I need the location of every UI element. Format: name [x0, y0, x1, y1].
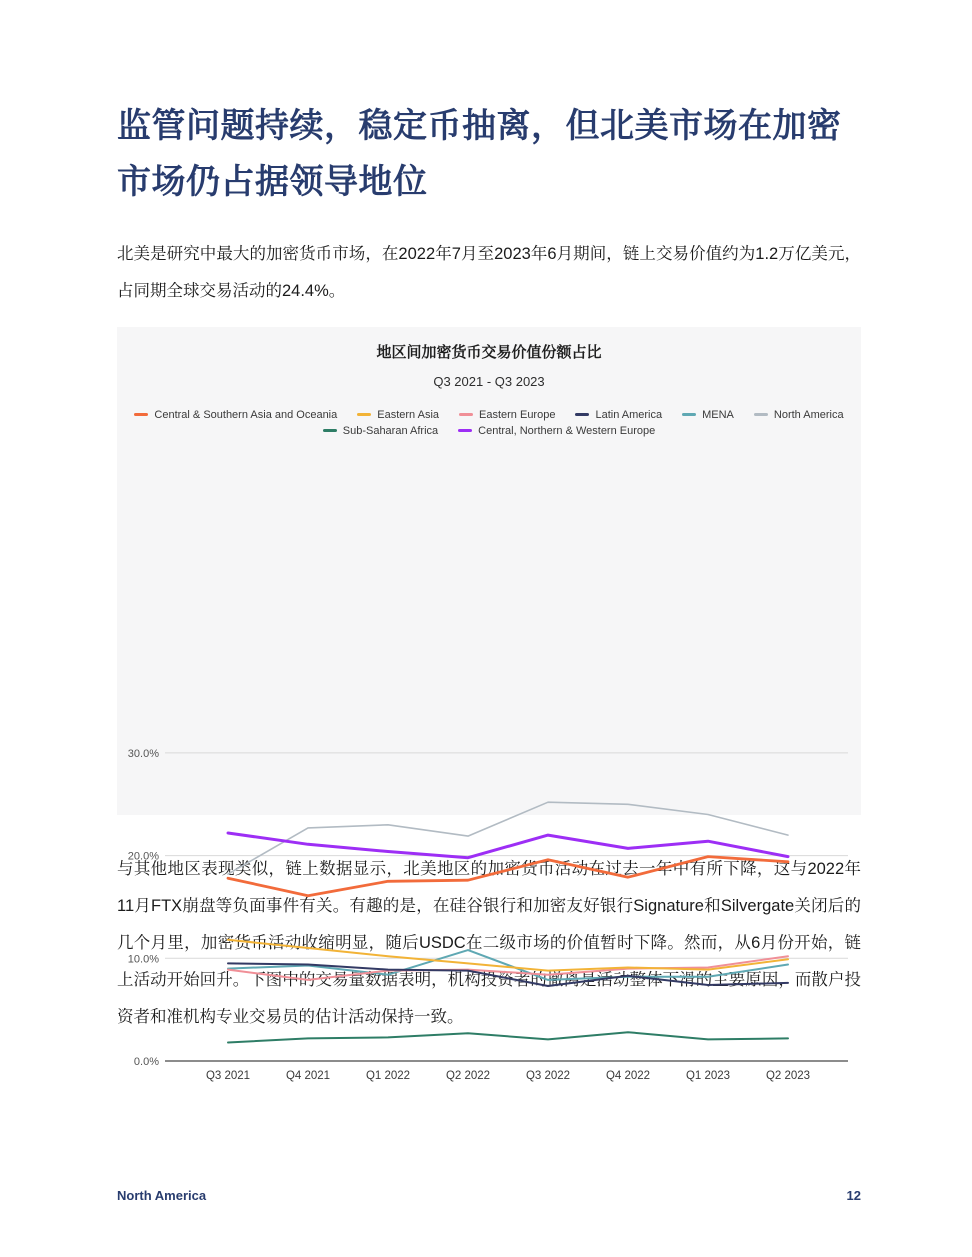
legend-swatch-icon [754, 413, 768, 416]
footer-page-number: 12 [846, 1188, 861, 1203]
y-tick-label: 10.0% [127, 952, 159, 965]
y-tick-label: 0.0% [133, 1055, 159, 1068]
legend-item [754, 409, 844, 421]
x-tick-label: Q2 2022 [445, 1069, 491, 1082]
x-tick-label: Q2 2023 [765, 1069, 811, 1082]
series-line [228, 856, 788, 895]
legend-row [134, 409, 843, 421]
legend-row [323, 425, 656, 437]
x-tick-label: Q3 2021 [205, 1069, 251, 1082]
chart-title: 地区间加密货币交易价值份额占比 [376, 343, 602, 361]
legend-swatch-icon [458, 429, 472, 432]
x-tick-label: Q1 2022 [365, 1069, 411, 1082]
legend-item [682, 409, 734, 421]
page-content [117, 0, 861, 1082]
legend-swatch-icon [357, 413, 371, 416]
legend-item [323, 425, 438, 437]
x-tick-label: Q1 2023 [685, 1069, 731, 1082]
intro-paragraph: 北美是研究中最大的加密货币市场，在2022年7月至2023年6月期间，链上交易价值约为1.2万亿美元，占同期全球交易活动的24.4%。 [117, 245, 861, 300]
legend-item [459, 409, 555, 421]
legend-item [134, 409, 337, 421]
legend-label: Central, Northern & Western Europe [478, 424, 656, 437]
y-tick-label: 20.0% [127, 850, 159, 863]
legend-swatch-icon [682, 413, 696, 416]
legend-swatch-icon [134, 413, 148, 416]
chart-legend [117, 409, 861, 437]
legend-label: Latin America [595, 408, 663, 421]
x-tick-label: Q4 2022 [605, 1069, 651, 1082]
share-line-chart [117, 735, 861, 1095]
series-line [228, 833, 788, 858]
legend-label: Central & Southern Asia and Oceania [154, 408, 338, 421]
legend-label: Eastern Asia [377, 408, 440, 421]
legend-swatch-icon [459, 413, 473, 416]
analysis-paragraph: 与其他地区表现类似，链上数据显示，北美地区的加密货币活动在过去一年中有所下降，这与2022年11月FTX崩盘等负面事件有关。有趣的是，在硅谷银行和加密友好银行Signature和Silvergate关闭后的几个月里，加密货币活动收缩明显，随后USDC在二级市场的价值暂时下降。然而，从6月份开始，链上活动开始回升。下图中的交易量数据表明，机构投资者的撤离是活动整体下滑的主要原因，而散户投资者和准机构专业交易员的估计活动保持一致。 [117, 859, 861, 1026]
legend-label: Sub-Saharan Africa [342, 424, 439, 437]
page-title: 监管问题持续，稳定币抽离，但北美市场在加密市场仍占据领导地位 [117, 107, 842, 201]
legend-item [458, 425, 655, 437]
series-line [228, 1032, 788, 1042]
series-line [228, 802, 788, 874]
legend-label: MENA [702, 408, 734, 421]
x-tick-label: Q3 2022 [525, 1069, 571, 1082]
legend-swatch-icon [323, 429, 337, 432]
legend-item [575, 409, 662, 421]
x-tick-label: Q4 2021 [285, 1069, 331, 1082]
legend-label: North America [773, 408, 844, 421]
legend-label: Eastern Europe [479, 408, 556, 421]
y-tick-label: 30.0% [127, 747, 159, 760]
page-footer [117, 1188, 861, 1203]
chart-subtitle: Q3 2021 - Q3 2023 [433, 373, 545, 389]
footer-section-label: North America [117, 1188, 207, 1203]
legend-item [357, 409, 439, 421]
legend-swatch-icon [575, 413, 589, 416]
